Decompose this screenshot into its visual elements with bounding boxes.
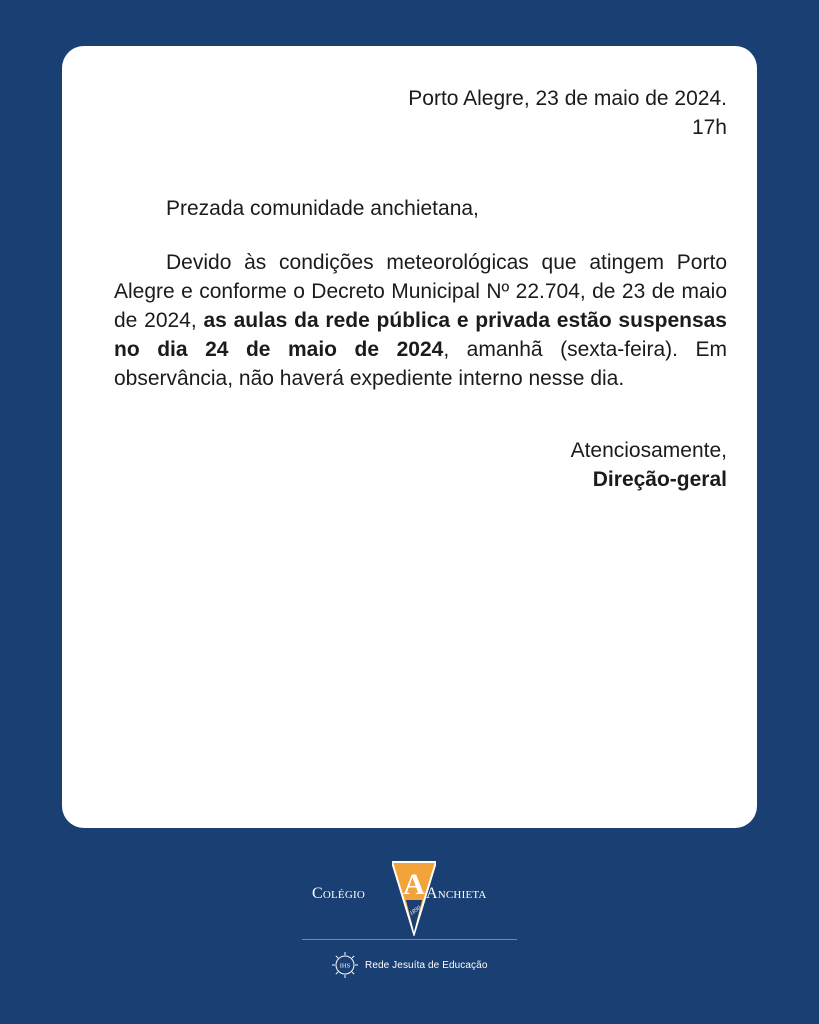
logo-year: 1890 [408, 905, 423, 918]
body-text-highlight: as aulas da rede pública e privada estão suspensas no dia 24 de maio de 2024 [114, 309, 727, 361]
signature: Direção-geral [592, 468, 727, 491]
jesuit-seal-icon [331, 951, 359, 979]
body-text-intro: Devido às condições meteorológicas que atingem Porto Alegre e conforme o Decreto Municipal Nº 22.704, de 23 de maio de 2024, [114, 251, 727, 332]
logo-word-left: Colégio [312, 885, 366, 902]
seal-text: IHS [339, 962, 351, 970]
date-line: Porto Alegre, 23 de maio de 2024. [408, 87, 727, 110]
letter-card [62, 46, 757, 828]
network-branding [331, 950, 487, 980]
colegio-anchieta-logo [300, 858, 520, 940]
letter-body [114, 248, 727, 393]
closing-line: Atenciosamente, [570, 439, 727, 462]
closing-block [114, 436, 727, 494]
logo-letter: A [403, 868, 425, 901]
body-text-outro: , amanhã (sexta-feira). Em observância, não haverá expediente interno nesse dia. [114, 338, 727, 390]
date-block [114, 84, 727, 142]
logo-word-right: Anchieta [426, 885, 487, 902]
network-label: Rede Jesuíta de Educação [365, 959, 488, 971]
time-line: 17h [691, 116, 727, 139]
greeting: Prezada comunidade anchietana, [166, 197, 479, 220]
footer-divider [302, 939, 517, 940]
